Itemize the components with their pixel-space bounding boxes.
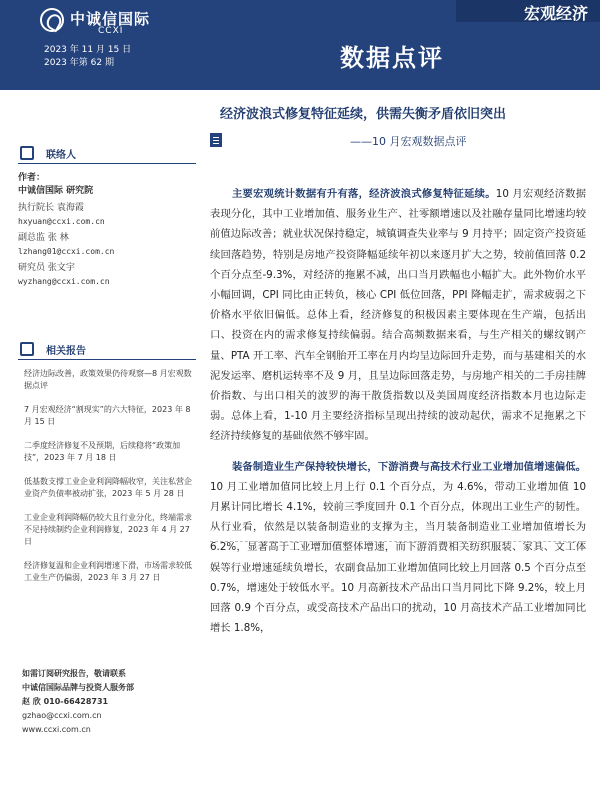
author-title: 作者：	[18, 173, 46, 183]
author-role: 研究员 张文宇	[18, 263, 75, 273]
related-label: 相关报告	[46, 346, 86, 357]
author-role: 副总监 张 林	[18, 233, 69, 243]
contacts-header	[18, 142, 196, 164]
paragraph-lead: 装备制造业生产保持较快增长，下游消费与高技术行业工业增加值增速偏低。	[232, 460, 586, 473]
author-org: 中诚信国际 研究院	[18, 186, 94, 196]
report-date-block	[44, 44, 131, 70]
report-date: 2023 年 11 月 15 日	[44, 45, 132, 55]
related-report-item[interactable]: 7 月宏观经济“割现实”的六大特征，2023 年 8 月 15 日	[24, 405, 191, 426]
author-email[interactable]: lzhang01@ccxi.com.cn	[18, 247, 115, 256]
author-email[interactable]: hxyuan@ccxi.com.cn	[18, 217, 105, 226]
report-type-title: 数据点评	[340, 44, 444, 72]
related-report-item[interactable]: 经济修复温和企业利润增速下滑，市场需求较低工业生产仍偏弱，2023 年 3 月 27 日	[24, 561, 192, 582]
paragraph	[210, 457, 586, 639]
footer-contact: 赵 欣 010-66428731	[22, 697, 109, 706]
related-reports-list	[18, 368, 196, 584]
paragraph-text: 10 月宏观经济数据表现分化，其中工业增加值、服务业生产、社零额增速以及社融存量同比增速均较前值边际改善；就业状况保持稳定，城镇调查失业率与 9 月持平；固定资产投资延续回落趋势，特别是房地产投资降幅延续年初以来逐月扩大之势，较前值回落 0.2 个百分点至-9.3%，对经济的拖累不减，出口当月跌幅也小幅扩大。此外物价水平小幅回调，CPI 同比由正转负，核心 CPI 低位回落，PPI 降幅走扩，需求疲弱之下价格水平依旧偏低。总体上看，经济修复的积极因素主要体现在生产端，包括出口、投资在内的需求修复持续偏弱。结合高频数据来看，与生产相关的螺纹钢产量、PTA 开工率、汽车全钢胎开工率在月内均呈边际回升走势，而与基建相关的水泥发运率、磨机运转率不及 9 月，且呈边际回落走势，与房地产相关的二手房挂牌价指数、与出口相关的波罗的海干散货指数以及美国周度经济指数本月也边际走弱。总体上看，1-10 月主要经济指标呈现出持续的波动起伏，需求不足拖累之下经济持续修复的基础依然不够牢固。	[210, 188, 586, 443]
related-header	[18, 338, 196, 360]
subscription-footer	[22, 667, 192, 737]
paragraph-lead: 主要宏观统计数据有升有落，经济波浪式修复特征延续。	[232, 188, 496, 200]
main-content	[210, 184, 586, 638]
paragraph-text: 10 月工业增加值同比较上月上行 0.1 个百分点，为 4.6%，带动工业增加值 10 月累计同比增长 4.1%，较前三季度回升 0.1 个百分点，体现出工业生产的韧性。从行业看，依然是以装备制造业的支撑为主，当月装备制造业工业增加值增长为 6.2%，显著高于工业增加值整体增速，而下游消费相关纺织服装、家具、文工体娱等行业增速延续负增长，农副食品加工业增加值同比较上月回落 0.5 个百分点至 0.7%，增速处于较低水平。10 月高新技术产品出口当月同比下降 9.2%，较上月回落 0.9 个百分点，或受高技术产品出口的扰动，10 月高技术产品工业增加同比增长 1.8%，	[210, 480, 586, 635]
report-category: 宏观经济	[523, 4, 588, 23]
sidebar	[18, 142, 196, 596]
author-email[interactable]: wyzhang@ccxi.com.cn	[18, 277, 110, 286]
footer-email[interactable]: gzhao@ccxi.com.cn	[22, 711, 102, 720]
contacts-label: 联络人	[46, 150, 76, 161]
logo-text-en: CCXI	[98, 26, 124, 36]
author-role: 执行院长 袁海霞	[18, 203, 84, 213]
author-block	[18, 172, 196, 288]
related-report-item[interactable]: 经济边际改善，政策效果仍待观察—8 月宏观数据点评	[24, 369, 192, 390]
related-report-item[interactable]: 工业企业利润降幅仍较大且行业分化，终端需求不足持续制约企业利润修复，2023 年 4 月 27 日	[24, 513, 192, 546]
header-banner	[0, 0, 600, 90]
related-report-item[interactable]: 低基数支撑工业企业利润降幅收窄，关注私营企业资产负债率被动扩张，2023 年 5 月 28 日	[24, 477, 192, 498]
footer-line: 中诚信国际品牌与投资人服务部	[22, 683, 134, 692]
logo-text-cn: 中诚信国际	[70, 10, 151, 28]
related-report-item[interactable]: 二季度经济修复不及预期，后续稳将“政策加技”，2023 年 7 月 18 日	[24, 441, 181, 462]
company-logo	[40, 8, 170, 38]
document-icon	[210, 133, 222, 147]
contact-icon	[20, 146, 34, 160]
paragraph-divider	[210, 541, 586, 542]
report-issue: 2023 年第 62 期	[44, 58, 114, 68]
page-subtitle: ——10 月宏观数据点评	[350, 135, 467, 148]
paragraph	[210, 184, 586, 447]
footer-website[interactable]: www.ccxi.com.cn	[22, 725, 91, 734]
report-icon	[20, 342, 34, 356]
page-title: 经济波浪式修复特征延续，供需失衡矛盾依旧突出	[220, 107, 507, 122]
footer-line: 如需订阅研究报告，敬请联系	[22, 669, 126, 678]
logo-mark-icon	[40, 8, 64, 32]
